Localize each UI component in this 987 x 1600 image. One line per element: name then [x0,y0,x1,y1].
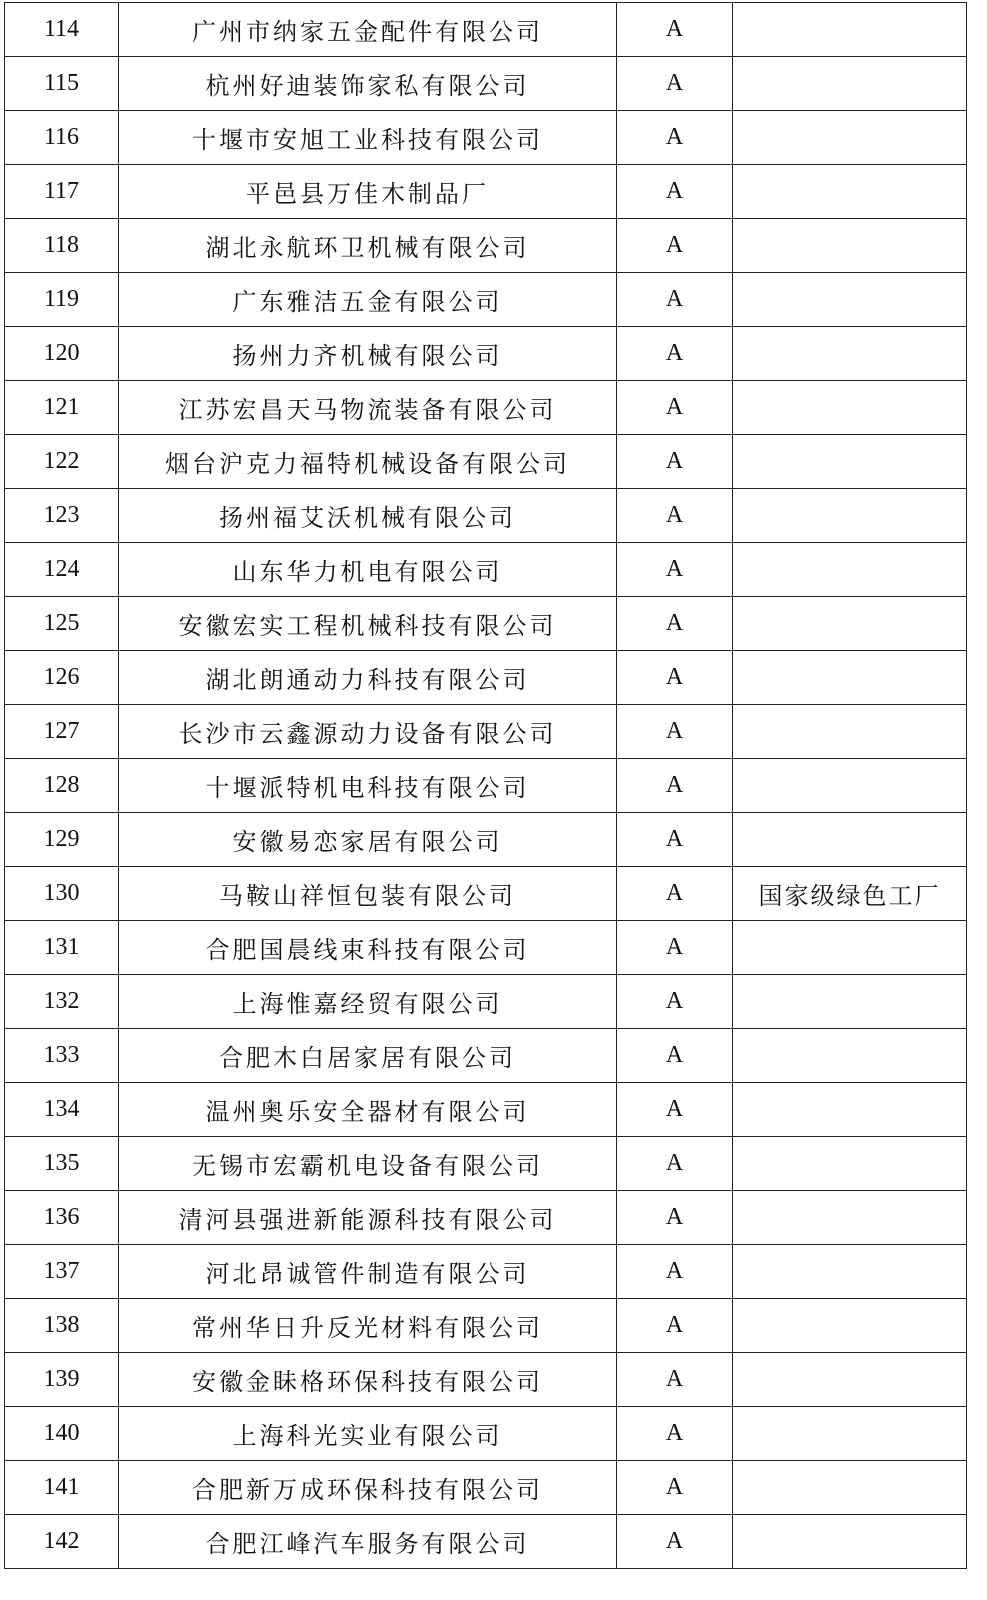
company-name: 上海惟嘉经贸有限公司 [119,975,617,1029]
row-number: 120 [5,327,119,381]
company-name: 常州华日升反光材料有限公司 [119,1299,617,1353]
row-number: 124 [5,543,119,597]
table-row [5,489,967,543]
remark [733,921,967,975]
rating-grade: A [617,597,733,651]
remark [733,1083,967,1137]
company-name: 扬州力齐机械有限公司 [119,327,617,381]
row-number: 142 [5,1515,119,1569]
rating-grade: A [617,165,733,219]
table-row [5,597,967,651]
rating-grade: A [617,813,733,867]
rating-grade: A [617,1191,733,1245]
table-row [5,1407,967,1461]
remark [733,435,967,489]
company-name: 湖北永航环卫机械有限公司 [119,219,617,273]
remark [733,327,967,381]
company-name: 烟台沪克力福特机械设备有限公司 [119,435,617,489]
rating-grade: A [617,1137,733,1191]
row-number: 140 [5,1407,119,1461]
remark [733,273,967,327]
row-number: 134 [5,1083,119,1137]
table-row [5,1353,967,1407]
company-name: 无锡市宏霸机电设备有限公司 [119,1137,617,1191]
company-name: 合肥木白居家居有限公司 [119,1029,617,1083]
row-number: 116 [5,111,119,165]
table-row [5,219,967,273]
remark [733,813,967,867]
remark [733,111,967,165]
company-name: 合肥新万成环保科技有限公司 [119,1461,617,1515]
rating-grade: A [617,543,733,597]
row-number: 122 [5,435,119,489]
row-number: 130 [5,867,119,921]
table-row [5,111,967,165]
rating-grade: A [617,111,733,165]
rating-grade: A [617,1515,733,1569]
table-row [5,1461,967,1515]
remark [733,165,967,219]
row-number: 119 [5,273,119,327]
remark [733,1299,967,1353]
company-name: 安徽宏实工程机械科技有限公司 [119,597,617,651]
company-name: 十堰市安旭工业科技有限公司 [119,111,617,165]
rating-grade: A [617,705,733,759]
table-row [5,1299,967,1353]
company-name: 清河县强进新能源科技有限公司 [119,1191,617,1245]
remark [733,1191,967,1245]
company-name: 合肥国晨线束科技有限公司 [119,921,617,975]
rating-grade: A [617,1083,733,1137]
table-row [5,327,967,381]
remark [733,597,967,651]
table-row [5,705,967,759]
rating-grade: A [617,867,733,921]
remark [733,219,967,273]
rating-grade: A [617,975,733,1029]
rating-grade: A [617,651,733,705]
company-name: 平邑县万佳木制品厂 [119,165,617,219]
row-number: 117 [5,165,119,219]
row-number: 123 [5,489,119,543]
rating-grade: A [617,57,733,111]
table-row [5,543,967,597]
remark [733,489,967,543]
row-number: 127 [5,705,119,759]
table-body [5,3,967,1569]
table-row [5,1245,967,1299]
row-number: 139 [5,1353,119,1407]
rating-grade: A [617,219,733,273]
remark [733,1353,967,1407]
rating-grade: A [617,759,733,813]
company-name: 河北昂诚管件制造有限公司 [119,1245,617,1299]
remark [733,651,967,705]
table-row [5,57,967,111]
table-row [5,759,967,813]
table-row [5,1515,967,1569]
rating-grade: A [617,1299,733,1353]
table-row [5,1029,967,1083]
company-rating-table [4,2,967,1569]
company-name: 湖北朗通动力科技有限公司 [119,651,617,705]
company-name: 广州市纳家五金配件有限公司 [119,3,617,57]
rating-grade: A [617,273,733,327]
company-name: 扬州福艾沃机械有限公司 [119,489,617,543]
remark [733,1137,967,1191]
row-number: 128 [5,759,119,813]
table-row [5,1191,967,1245]
company-name: 马鞍山祥恒包装有限公司 [119,867,617,921]
row-number: 115 [5,57,119,111]
row-number: 138 [5,1299,119,1353]
row-number: 118 [5,219,119,273]
rating-grade: A [617,1245,733,1299]
company-name: 安徽金眛格环保科技有限公司 [119,1353,617,1407]
company-name: 合肥江峰汽车服务有限公司 [119,1515,617,1569]
rating-grade: A [617,921,733,975]
rating-grade: A [617,1461,733,1515]
table-row [5,435,967,489]
rating-grade: A [617,3,733,57]
remark [733,3,967,57]
row-number: 135 [5,1137,119,1191]
row-number: 132 [5,975,119,1029]
remark [733,57,967,111]
row-number: 141 [5,1461,119,1515]
rating-grade: A [617,1407,733,1461]
remark [733,1407,967,1461]
remark [733,1515,967,1569]
remark [733,705,967,759]
row-number: 129 [5,813,119,867]
remark: 国家级绿色工厂 [733,867,967,921]
company-name: 广东雅洁五金有限公司 [119,273,617,327]
row-number: 131 [5,921,119,975]
row-number: 125 [5,597,119,651]
table-row [5,1137,967,1191]
table-row [5,165,967,219]
row-number: 126 [5,651,119,705]
row-number: 121 [5,381,119,435]
company-name: 安徽易恋家居有限公司 [119,813,617,867]
table-row [5,1083,967,1137]
company-name: 温州奥乐安全器材有限公司 [119,1083,617,1137]
table-row [5,921,967,975]
remark [733,381,967,435]
row-number: 133 [5,1029,119,1083]
company-name: 山东华力机电有限公司 [119,543,617,597]
company-name: 江苏宏昌天马物流装备有限公司 [119,381,617,435]
table-row [5,651,967,705]
table-row [5,975,967,1029]
rating-grade: A [617,435,733,489]
remark [733,759,967,813]
rating-grade: A [617,327,733,381]
row-number: 137 [5,1245,119,1299]
remark [733,975,967,1029]
table-row [5,381,967,435]
table-row [5,3,967,57]
company-name: 十堰派特机电科技有限公司 [119,759,617,813]
rating-grade: A [617,381,733,435]
rating-grade: A [617,489,733,543]
table-row [5,813,967,867]
company-name: 杭州好迪装饰家私有限公司 [119,57,617,111]
remark [733,1029,967,1083]
rating-grade: A [617,1353,733,1407]
company-name: 上海科光实业有限公司 [119,1407,617,1461]
row-number: 114 [5,3,119,57]
remark [733,543,967,597]
table-row [5,867,967,921]
company-name: 长沙市云鑫源动力设备有限公司 [119,705,617,759]
rating-grade: A [617,1029,733,1083]
table-row [5,273,967,327]
remark [733,1245,967,1299]
remark [733,1461,967,1515]
row-number: 136 [5,1191,119,1245]
